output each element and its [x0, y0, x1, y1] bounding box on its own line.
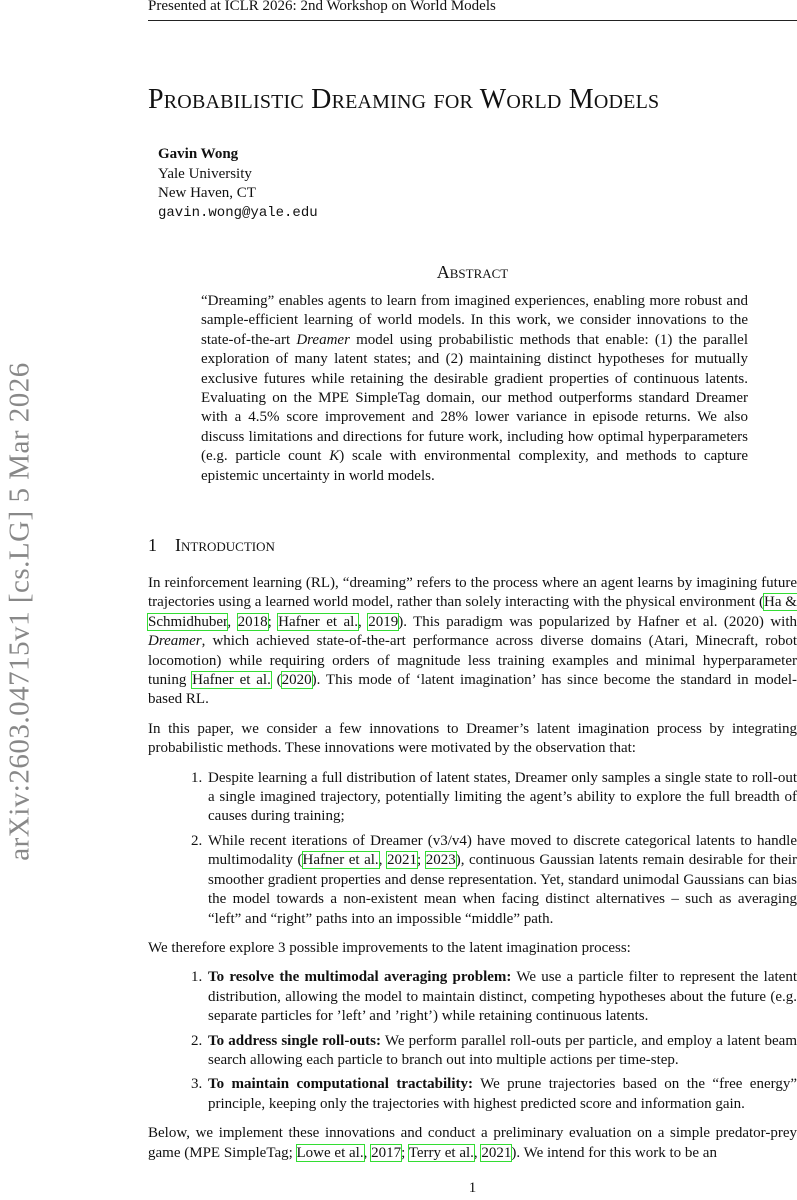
author-email[interactable]: gavin.wong@yale.edu [158, 204, 318, 221]
section-number: 1 [148, 535, 157, 555]
italic-text: K [329, 448, 340, 465]
section-title: Introduction [175, 535, 275, 555]
text-run: , [227, 613, 238, 630]
text-run: In this paper, we consider a few innovations to Dreamer’s latent imagination process by integrating probabilistic methods. These innovations were motivated by the observation that: [148, 720, 797, 757]
text-run: Below, we implement these innovations and conduct a preliminary evaluation on a simple predator-prey game (MPE SimpleTag; [148, 1125, 797, 1161]
text-run: ). We intend for this work to be an [511, 1144, 717, 1161]
author-block [158, 145, 318, 223]
citation-link[interactable]: Terry et al. [408, 1144, 474, 1161]
motivation-list [148, 769, 797, 929]
citation-link[interactable]: 2019 [368, 613, 399, 630]
text-run: model using probabilistic methods that enable: (1) the parallel exploration of many latent states; and (2) maintaining distinct hypotheses for mutually exclusive futures while retaining the desirable gradient properties of continuous latents. Evaluating on the MPE SimpleTag domain, our method outperforms standard Dreamer with a 4.5% score improvement and 28% lower variance in episode returns. We also discuss limitations and directions for future work, including how optimal hyperparameters (e.g. particle count [201, 331, 748, 465]
citation-link[interactable]: 2018 [237, 613, 268, 630]
citation-link[interactable]: 2017 [371, 1144, 402, 1161]
text-run: , [378, 852, 387, 869]
paragraph [148, 574, 797, 710]
paragraph [148, 939, 797, 958]
improvements-list [148, 968, 797, 1114]
text-run: ) scale with environmental complexity, and methods to capture epistemic uncertainty in world models. [201, 448, 748, 484]
bold-text: To address single roll-outs: [208, 1032, 382, 1049]
text-run: ). This mode of ‘latent imagination’ has since become the standard in model-based RL. [148, 672, 797, 708]
abstract-text [201, 292, 748, 486]
list-item [206, 1075, 797, 1114]
paper-title: Probabilistic Dreaming for World Models [148, 84, 660, 115]
abstract-heading: Abstract [436, 262, 509, 282]
citation-link[interactable]: Lowe et al. [296, 1144, 364, 1161]
paragraph [148, 1124, 797, 1163]
list-item [206, 1032, 797, 1071]
citation-link[interactable]: 2021 [386, 852, 417, 869]
citation-link[interactable]: 2023 [425, 852, 456, 869]
bold-text: To maintain computational tractability: [208, 1076, 473, 1093]
citation-link[interactable]: Hafner et al. [278, 613, 359, 630]
text-run: , [363, 1144, 372, 1161]
header-rule [148, 20, 797, 21]
list-item [206, 769, 797, 827]
author-name: Gavin Wong [158, 146, 239, 162]
running-header: Presented at ICLR 2026: 2nd Workshop on World Models [148, 0, 496, 14]
text-run: ( [270, 672, 282, 689]
arxiv-stamp: arXiv:2603.04715v1 [cs.LG] 5 Mar 2026 [3, 362, 36, 861]
text-run: , [473, 1144, 482, 1161]
text-run: We perform parallel roll-outs per particle, and employ a latent beam search allowing each particle to branch out into multiple actions per time-step. [208, 1032, 797, 1068]
paragraph [148, 720, 797, 759]
bold-text: To resolve the multimodal averaging problem: [208, 969, 512, 986]
list-item [206, 968, 797, 1026]
text-run: In reinforcement learning (RL), “dreaming” refers to the process where an agent learns by imagining future trajectories using a learned world model, rather than solely interacting with the physical environment ( [148, 575, 797, 611]
introduction-body [148, 574, 797, 1173]
text-run: ; [267, 613, 279, 630]
text-run: , [358, 613, 369, 630]
text-run: We use a particle filter to represent the latent distribution, allowing the model to maintain distinct, competing hypotheses about the future (e.g. separate particles for ’left’ and ’right’) while retaining continuous latents. [208, 969, 797, 1025]
text-run: Despite learning a full distribution of latent states, Dreamer only samples a single state to roll-out a single imagined trajectory, potentially limiting the agent’s ability to explore the full breadth of causes during training; [208, 769, 797, 825]
italic-text: Dreamer [296, 331, 350, 348]
citation-link[interactable]: Ha & Schmidhuber [148, 594, 797, 630]
list-item [206, 832, 797, 929]
text-run: ), continuous Gaussian latents remain desirable for their smoother gradient properties and dense representation. Yet, standard unimodal Gaussians can bias the model towards a non-existent mean when facing distinct alternatives – such as averaging “left” and “right” paths into an impossible “middle” path. [208, 852, 797, 927]
citation-link[interactable]: 2020 [281, 672, 312, 689]
text-run: ; [401, 1144, 409, 1161]
text-run: , which achieved state-of-the-art performance across diverse domains (Atari, Minecraft, robot locomotion) while requiring orders of magnitude less training examples and minimal hyperparameter tuning [148, 633, 797, 689]
author-location: New Haven, CT [158, 185, 256, 201]
page-number: 1 [468, 1180, 477, 1196]
citation-link[interactable]: 2021 [481, 1144, 512, 1161]
text-run: ; [416, 852, 426, 869]
citation-link[interactable]: Hafner et al. [192, 672, 271, 689]
text-run: We therefore explore 3 possible improvements to the latent imagination process: [148, 939, 631, 956]
text-run: “Dreaming” enables agents to learn from imagined experiences, enabling more robust and sample-efficient learning of world models. In this work, we consider innovations to the state-of-the-art [201, 293, 748, 348]
italic-text: Dreamer [148, 633, 202, 650]
citation-link[interactable]: Hafner et al. [302, 852, 379, 869]
text-run: While recent iterations of Dreamer (v3/v4) have moved to discrete categorical latents to handle multimodality ( [208, 832, 797, 869]
text-run: We prune trajectories based on the “free energy” principle, keeping only the trajectories with highest predicted score and information gain. [208, 1076, 797, 1112]
author-affiliation: Yale University [158, 165, 252, 182]
section-heading-introduction [148, 535, 275, 556]
text-run: ). This paradigm was popularized by Hafner et al. (2020) with [398, 613, 797, 630]
